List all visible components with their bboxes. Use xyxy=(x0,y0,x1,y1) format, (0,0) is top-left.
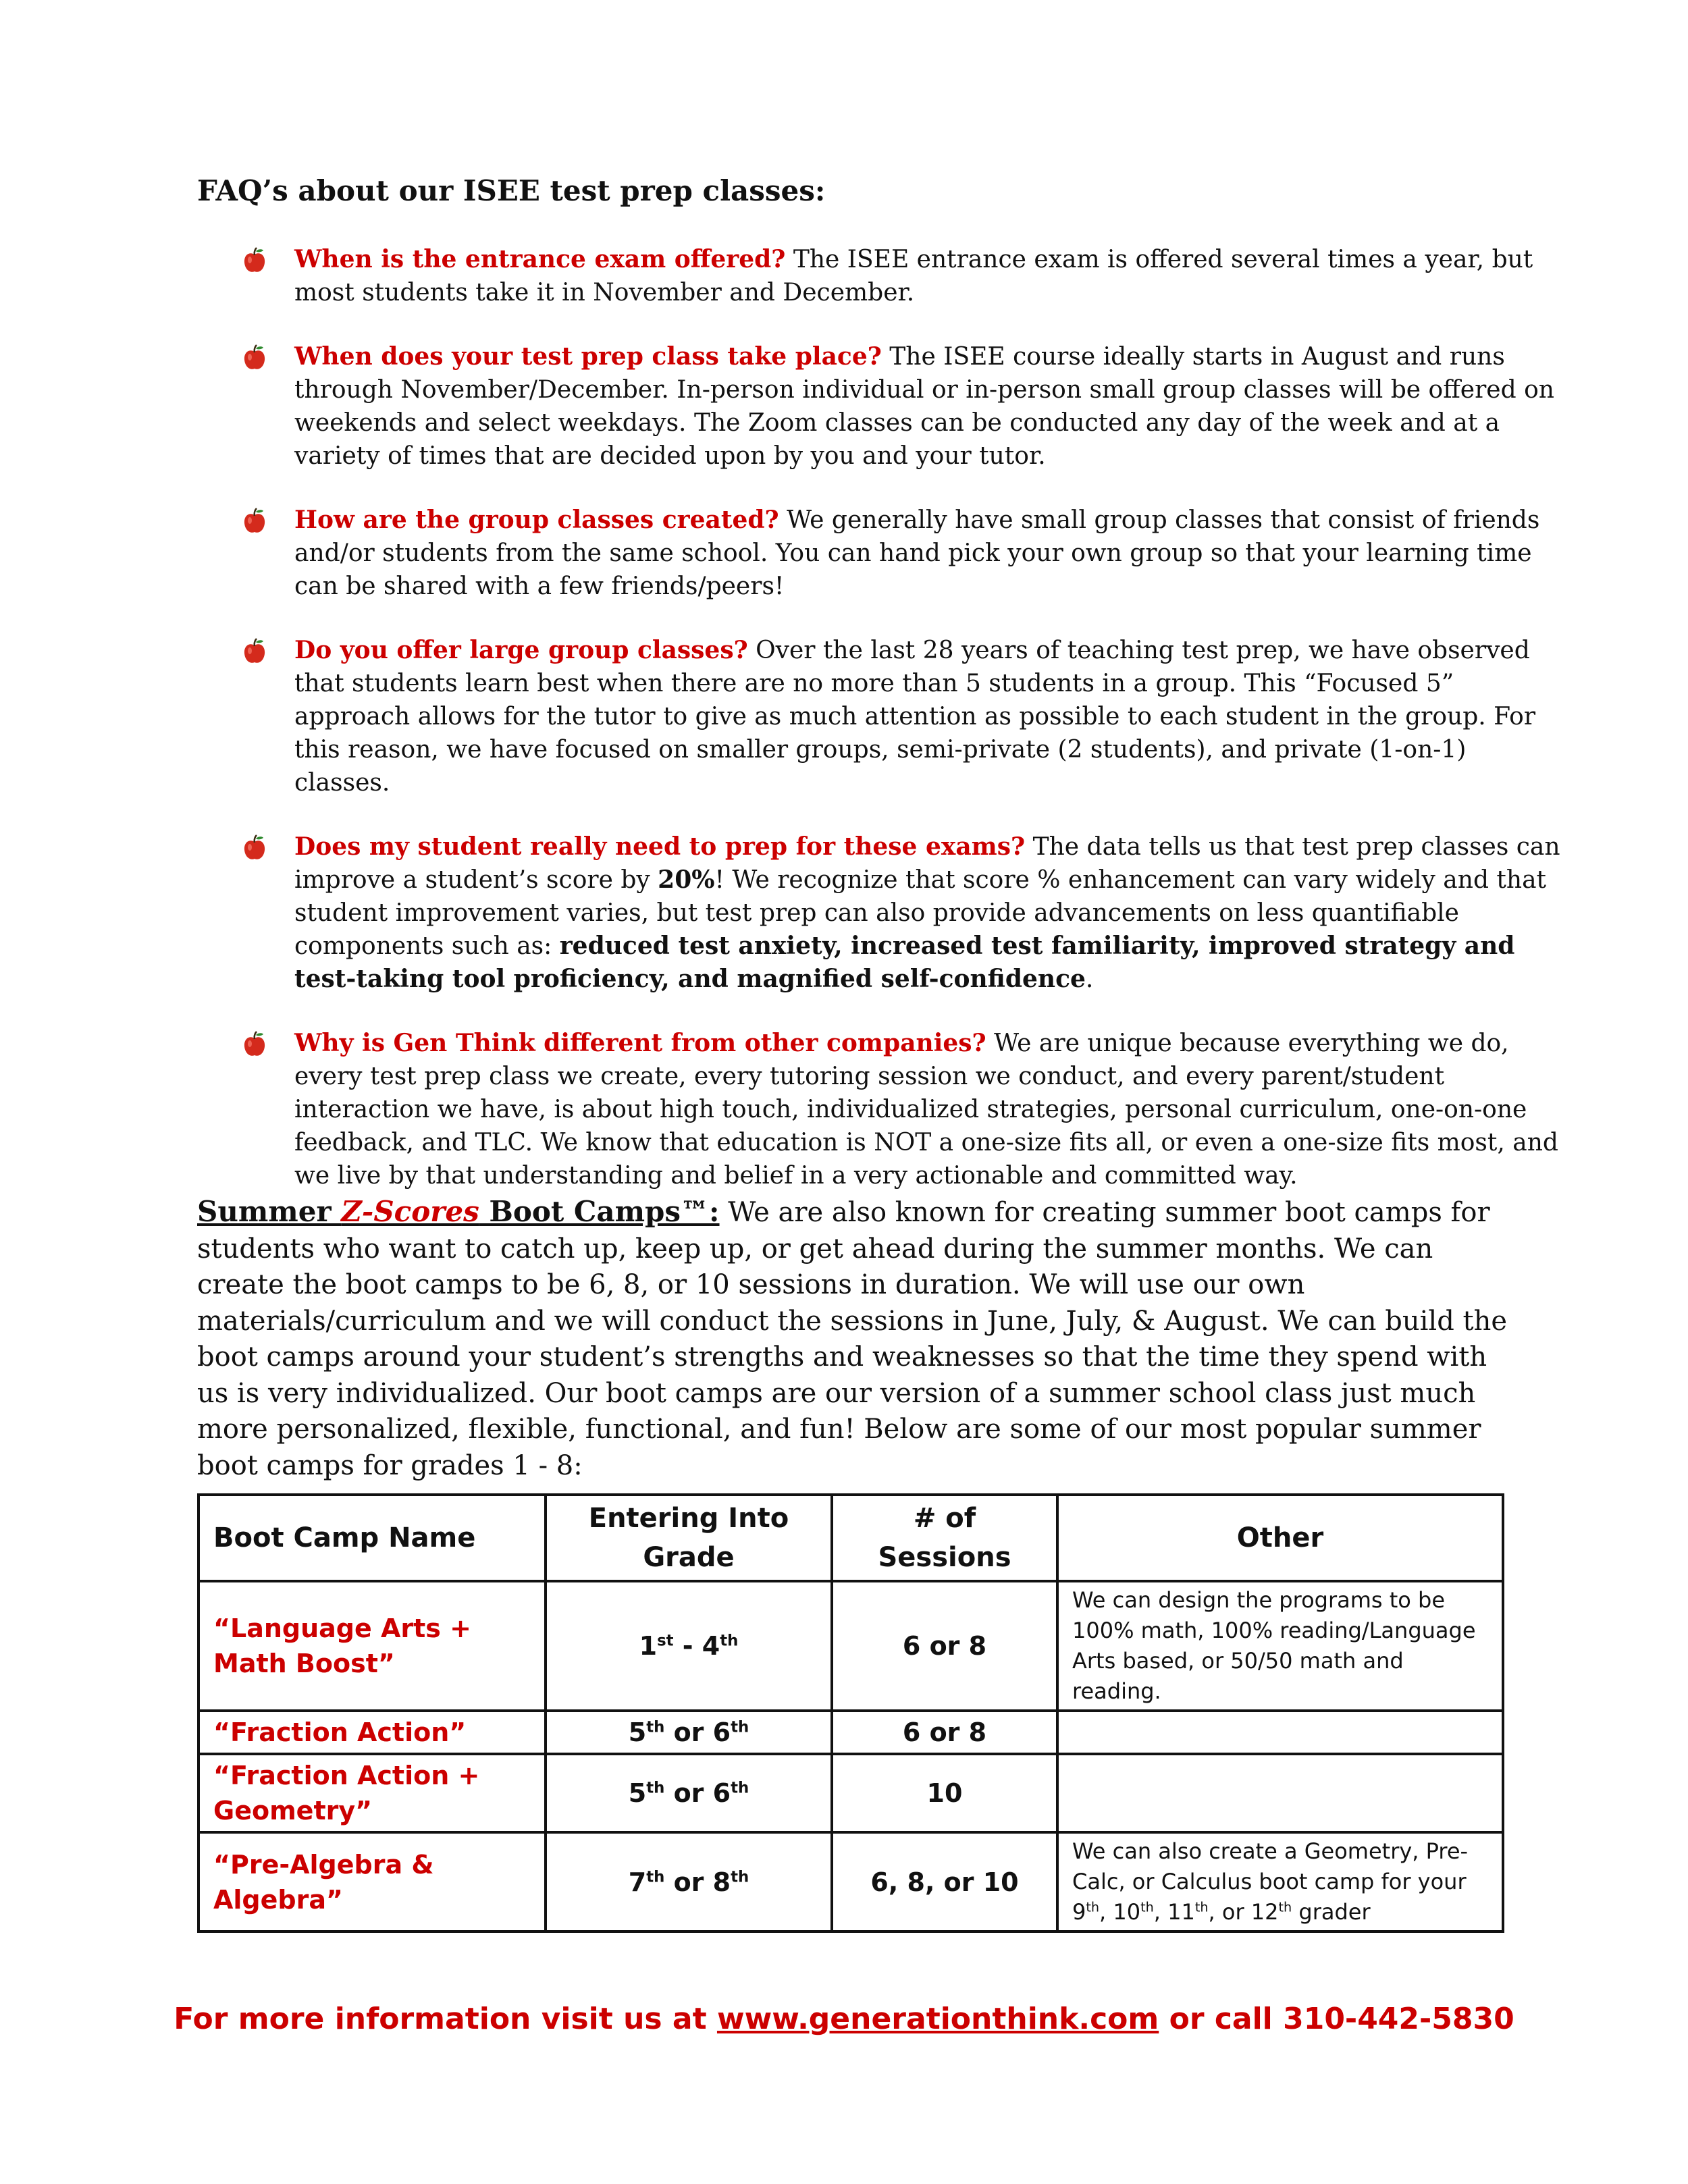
footer-prefix: For more information visit us at xyxy=(174,2002,717,2036)
camp-sessions: 6, 8, or 10 xyxy=(832,1832,1057,1932)
footer-contact xyxy=(0,2002,1688,2036)
camp-sessions: 10 xyxy=(832,1754,1057,1832)
table-row xyxy=(199,1711,1503,1754)
summer-title-part: Summer xyxy=(197,1195,342,1228)
apple-icon xyxy=(243,344,266,371)
camp-name: “Fraction Action + Geometry” xyxy=(199,1754,546,1832)
faq-item xyxy=(243,340,1566,473)
camp-grade: 7th or 8th xyxy=(546,1832,832,1932)
faq-answer: . xyxy=(1085,965,1094,993)
camp-grade: 5th or 6th xyxy=(546,1754,832,1832)
summer-title-part: Boot Camps™: xyxy=(479,1195,720,1228)
summer-body: We are also known for creating summer boot camps for students who want to catch up, keep up, or get ahead during the summer months. We can create the boot camps to be 6, 8, or 10 sessions in duration. We will use our own materials/curriculum and we will conduct the sessions in June, July, & August. We can build the boot camps around your student’s strengths and weaknesses so that the time they spend with us is very individualized. Our boot camps are our version of a summer school class just much more personalized, flexible, functional, and fun! Below are some of our most popular summer boot camps for grades 1 - 8: xyxy=(197,1197,1508,1481)
faq-answer: We generally have small group classes that consist of friends and/or students from the same school. You can hand pick your own group so that your learning time can be shared with a few friends/peers! xyxy=(294,506,1540,600)
table-row xyxy=(199,1832,1503,1932)
table-row xyxy=(199,1754,1503,1832)
faq-question: Why is Gen Think different from other companies? xyxy=(294,1029,986,1057)
faq-question: When is the entrance exam offered? xyxy=(294,245,786,273)
faq-item xyxy=(243,634,1566,799)
faq-item xyxy=(243,504,1566,603)
table-row xyxy=(199,1581,1503,1711)
apple-icon xyxy=(243,508,266,535)
faq-question: When does your test prep class take place? xyxy=(294,342,882,371)
faq-item xyxy=(243,243,1566,309)
faq-question: How are the group classes created? xyxy=(294,506,779,534)
faq-title: FAQ’s about our ISEE test prep classes: xyxy=(197,174,826,207)
camp-name: “Language Arts + Math Boost” xyxy=(199,1581,546,1711)
faq-answer-emphasis: reduced test anxiety, increased test familiarity, improved strategy and test-taking tool proficiency, and magnified self-confidence xyxy=(294,932,1515,993)
boot-camp-table xyxy=(197,1493,1504,1933)
header-sessions: # of Sessions xyxy=(832,1495,1057,1581)
faq-item xyxy=(243,1027,1566,1192)
summer-paragraph xyxy=(197,1194,1521,1484)
faq-answer: The ISEE entrance exam is offered several times a year, but most students take it in November and December. xyxy=(294,246,1533,307)
apple-icon xyxy=(243,1031,266,1058)
camp-name: “Pre-Algebra & Algebra” xyxy=(199,1832,546,1932)
camp-grade: 5th or 6th xyxy=(546,1711,832,1754)
faq-item xyxy=(243,830,1566,996)
apple-icon xyxy=(243,247,266,274)
camp-sessions: 6 or 8 xyxy=(832,1711,1057,1754)
faq-list xyxy=(243,243,1566,1223)
header-entering-grade: Entering Into Grade xyxy=(546,1495,832,1581)
faq-answer: The data tells us that test prep classes can improve a student’s score by xyxy=(294,833,1560,894)
faq-answer: We are unique because everything we do, every test prep class we create, every tutoring session we conduct, and every parent/student interaction we have, is about high touch, individualized strategies, personal curriculum, one-on-one feedback, and TLC. We know that education is NOT a one-size fits all, or even a one-size fits most, and we live by that understanding and belief in a very actionable and committed way. xyxy=(294,1030,1558,1190)
faq-question: Do you offer large group classes? xyxy=(294,636,748,664)
camp-grade: 1st - 4th xyxy=(546,1581,832,1711)
apple-icon xyxy=(243,834,266,861)
faq-answer-emphasis: 20% xyxy=(658,865,715,894)
faq-answer: Over the last 28 years of teaching test prep, we have observed that students learn best when there are no more than 5 students in a group. This “Focused 5” approach allows for the tutor to give as much attention as possible to each student in the group. For this reason, we have focused on smaller groups, semi-private (2 students), and private (1-on-1) classes. xyxy=(294,637,1536,797)
camp-sessions: 6 or 8 xyxy=(832,1581,1057,1711)
camp-other: We can design the programs to be 100% math, 100% reading/Language Arts based, or 50/50 math and reading. xyxy=(1057,1581,1503,1711)
website-link[interactable]: www.generationthink.com xyxy=(716,2002,1159,2036)
camp-name: “Fraction Action” xyxy=(199,1711,546,1754)
faq-answer: The ISEE course ideally starts in August and runs through November/December. In-person individual or in-person small group classes will be offered on weekends and select weekdays. The Zoom classes can be conducted any day of the week and at a variety of times that are decided upon by you and your tutor. xyxy=(294,343,1554,470)
faq-question: Does my student really need to prep for these exams? xyxy=(294,832,1026,861)
camp-other xyxy=(1057,1711,1503,1754)
summer-title xyxy=(197,1195,720,1228)
faq-answer: ! We recognize that score % enhancement can vary widely and that student improvement varies, but test prep can also provide advancements on less quantifiable components such as: xyxy=(294,866,1547,960)
apple-icon xyxy=(243,638,266,665)
table-header-row xyxy=(199,1495,1503,1581)
camp-other xyxy=(1057,1754,1503,1832)
footer-phone: or call 310-442-5830 xyxy=(1159,2002,1514,2036)
header-boot-camp-name: Boot Camp Name xyxy=(199,1495,546,1581)
header-other: Other xyxy=(1057,1495,1503,1581)
camp-other: We can also create a Geometry, Pre-Calc, or Calculus boot camp for your 9th, 10th, 11th, or 12th grader xyxy=(1057,1832,1503,1932)
z-scores-brand: Z-Scores xyxy=(341,1195,479,1228)
